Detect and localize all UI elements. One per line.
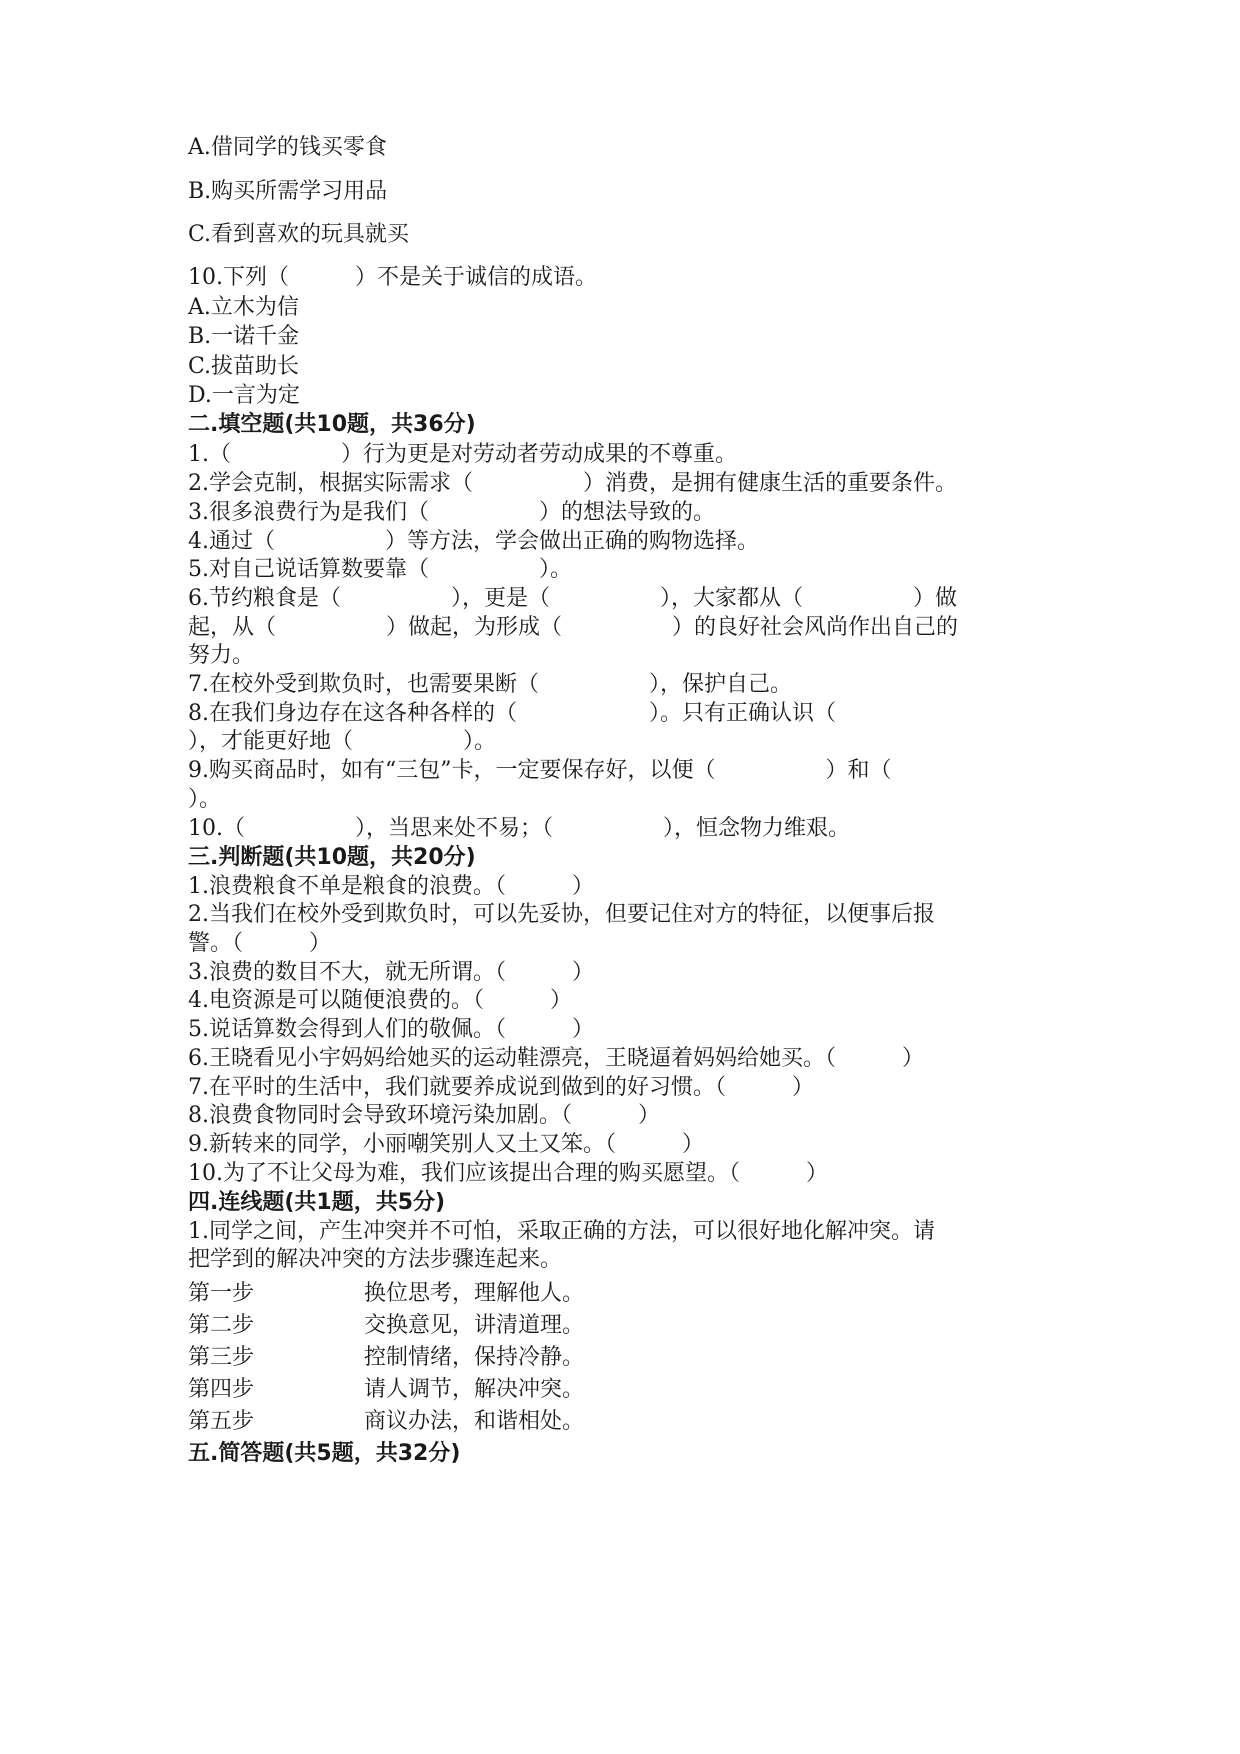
q9-option-b: B.购买所需学习用品 <box>188 179 388 204</box>
fill-blank-line: 2.学会克制，根据实际需求（ ）消费，是拥有健康生活的重要条件。 <box>188 471 957 496</box>
true-false-line: 4.电资源是可以随便浪费的。（ ） <box>188 988 572 1013</box>
matching-method-item: 请人调节，解决冲突。 <box>364 1377 585 1402</box>
section-heading-short-answer: 五.简答题(共5题，共32分) <box>188 1441 461 1466</box>
q10-option-b: B.一诺千金 <box>188 324 300 349</box>
fill-blank-line: ）。 <box>188 787 222 812</box>
fill-blank-line: 4.通过（ ）等方法，学会做出正确的购物选择。 <box>188 529 759 554</box>
q9-option-a: A.借同学的钱买零食 <box>188 135 387 160</box>
matching-step-label: 第四步 <box>188 1377 255 1402</box>
fill-blank-line: 10.（ ），当思来处不易；（ ），恒念物力维艰。 <box>188 816 850 841</box>
true-false-line: 警。（ ） <box>188 931 332 956</box>
section-heading-matching: 四.连线题(共1题，共5分) <box>188 1190 446 1215</box>
matching-step-label: 第五步 <box>188 1409 255 1434</box>
true-false-line: 3.浪费的数目不大，就无所谓。（ ） <box>188 960 594 985</box>
fill-blank-line: 9.购买商品时，如有“三包”卡，一定要保存好，以便（ ）和（ <box>188 758 892 783</box>
fill-blank-line: 1.（ ）行为更是对劳动者劳动成果的不尊重。 <box>188 442 737 467</box>
true-false-line: 5.说话算数会得到人们的敬佩。（ ） <box>188 1017 594 1042</box>
fill-blank-line: 7.在校外受到欺负时，也需要果断（ ），保护自己。 <box>188 672 792 697</box>
matching-question-line: 1.同学之间，产生冲突并不可怕，采取正确的方法，可以很好地化解冲突。请 <box>188 1219 935 1244</box>
true-false-line: 1.浪费粮食不单是粮食的浪费。（ ） <box>188 874 594 899</box>
fill-blank-line: 6.节约粮食是（ ），更是（ ），大家都从（ ）做 <box>188 586 957 611</box>
true-false-line: 8.浪费食物同时会导致环境污染加剧。（ ） <box>188 1103 660 1128</box>
matching-method-item: 控制情绪，保持冷静。 <box>364 1345 585 1370</box>
matching-method-item: 商议办法，和谐相处。 <box>364 1409 585 1434</box>
matching-question-line: 把学到的解决冲突的方法步骤连起来。 <box>188 1247 563 1272</box>
fill-blank-line: 8.在我们身边存在这各种各样的（ ）。只有正确认识（ <box>188 701 836 726</box>
q10-option-d: D.一言为定 <box>188 383 300 408</box>
matching-method-item: 交换意见，讲清道理。 <box>364 1313 585 1338</box>
q10-stem: 10.下列（ ）不是关于诚信的成语。 <box>188 265 597 290</box>
section-heading-fill-blank: 二.填空题(共10题，共36分) <box>188 412 476 437</box>
true-false-line: 9.新转来的同学，小丽嘲笑别人又土又笨。（ ） <box>188 1132 704 1157</box>
section-heading-true-false: 三.判断题(共10题，共20分) <box>188 845 476 870</box>
true-false-line: 6.王晓看见小宇妈妈给她买的运动鞋漂亮，王晓逼着妈妈给她买。（ ） <box>188 1046 924 1071</box>
fill-blank-line: 3.很多浪费行为是我们（ ）的想法导致的。 <box>188 500 715 525</box>
fill-blank-line: 努力。 <box>188 643 255 668</box>
matching-step-label: 第三步 <box>188 1345 255 1370</box>
true-false-line: 7.在平时的生活中，我们就要养成说到做到的好习惯。（ ） <box>188 1075 814 1100</box>
fill-blank-line: 起，从（ ）做起，为形成（ ）的良好社会风尚作出自己的 <box>188 615 959 640</box>
matching-step-label: 第一步 <box>188 1281 255 1306</box>
fill-blank-line: 5.对自己说话算数要靠（ ）。 <box>188 557 572 582</box>
matching-step-label: 第二步 <box>188 1313 255 1338</box>
q10-option-a: A.立木为信 <box>188 295 299 320</box>
fill-blank-line: ），才能更好地（ ）。 <box>188 729 497 754</box>
q10-option-c: C.拔苗助长 <box>188 354 300 379</box>
true-false-line: 2.当我们在校外受到欺负时，可以先妥协，但要记住对方的特征，以便事后报 <box>188 902 935 927</box>
q9-option-c: C.看到喜欢的玩具就买 <box>188 222 410 247</box>
true-false-line: 10.为了不让父母为难，我们应该提出合理的购买愿望。（ ） <box>188 1161 828 1186</box>
matching-method-item: 换位思考，理解他人。 <box>364 1281 585 1306</box>
